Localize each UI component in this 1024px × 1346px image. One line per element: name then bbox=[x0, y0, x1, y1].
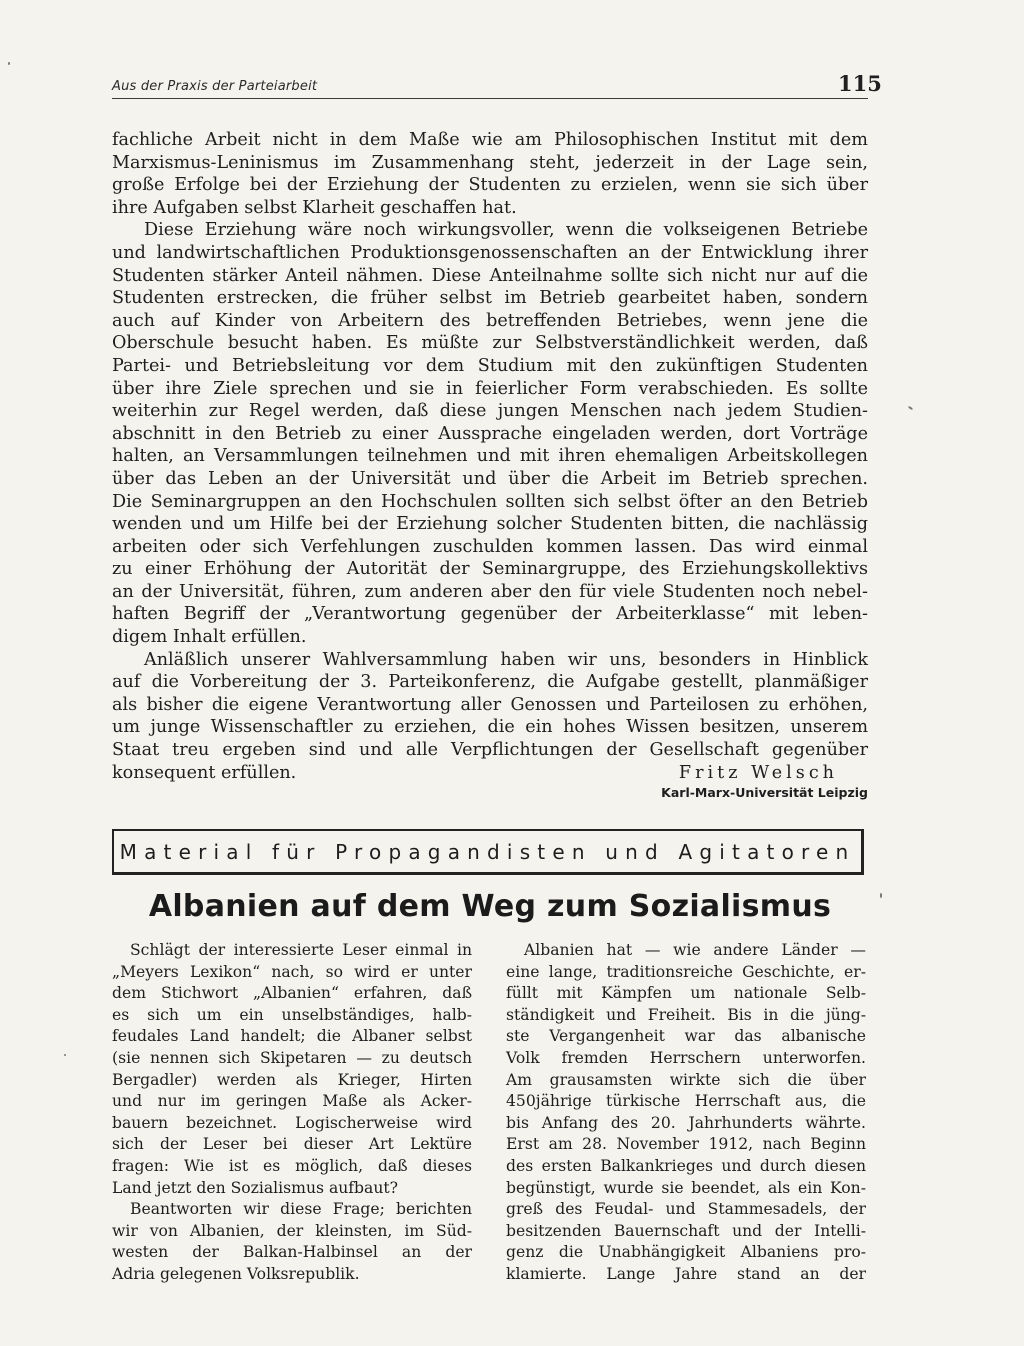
body-line: Partei- und Betriebsleitung vor dem Studium mit den zukünftigen Studenten bbox=[112, 355, 868, 376]
column-line: bauern bezeichnet. Logischerweise wird bbox=[112, 1113, 472, 1132]
column-line: wir von Albanien, der kleinsten, im Süd- bbox=[112, 1221, 472, 1240]
author-affiliation: Karl-Marx-Universität Leipzig bbox=[661, 785, 868, 800]
body-line: auch auf Kinder von Arbeitern des betreffenden Betriebes, wenn jene die bbox=[112, 310, 868, 331]
body-line: als bisher die eigene Verantwortung aller Genossen und Parteilosen zu erhöhen, bbox=[112, 694, 868, 715]
scan-speck bbox=[8, 62, 10, 65]
column-line: und nur im geringen Maße als Acker- bbox=[112, 1092, 472, 1111]
column-line: (sie nennen sich Skipetaren — zu deutsch bbox=[112, 1048, 472, 1067]
body-line: ihre Aufgaben selbst Klarheit geschaffen hat. bbox=[112, 197, 517, 218]
column-line: begünstigt, wurde sie beendet, als ein Kon- bbox=[506, 1178, 866, 1197]
column-line: Volk fremden Herrschern unterworfen. bbox=[506, 1048, 866, 1067]
body-line: Die Seminargruppen an den Hochschulen sollten sich selbst öfter an den Betrieb bbox=[112, 491, 868, 512]
body-line: um junge Wissenschaftler zu erziehen, die ein hohes Wissen besitzen, unserem bbox=[112, 717, 868, 738]
top-article-body bbox=[112, 129, 868, 762]
body-line: Oberschule besucht haben. Es müßte zur Selbstverständlichkeit werden, daß bbox=[112, 333, 868, 354]
column-line: westen der Balkan-Halbinsel an der bbox=[112, 1243, 472, 1262]
column-line: 450jährige türkische Herrschaft aus, die bbox=[506, 1092, 866, 1111]
column-line: Erst am 28. November 1912, nach Beginn bbox=[506, 1135, 866, 1154]
body-line: haften Begriff der „Verantwortung gegenüber der Arbeiterklasse“ mit leben- bbox=[112, 604, 868, 625]
body-line: Marxismus-Leninismus im Zusammenhang steht, jederzeit in der Lage sein, bbox=[112, 152, 868, 173]
scan-speck bbox=[880, 893, 882, 898]
header-rule bbox=[112, 98, 868, 99]
column-line: klamierte. Lange Jahre stand an der bbox=[506, 1264, 866, 1283]
column-line: fragen: Wie ist es möglich, daß dieses bbox=[112, 1156, 472, 1175]
column-line: bis Anfang des 20. Jahrhunderts währte. bbox=[506, 1113, 866, 1132]
body-line: Studenten erstrecken, die früher selbst im Betrieb gearbeitet haben, sondern bbox=[112, 288, 868, 309]
column-line: „Meyers Lexikon“ nach, so wird er unter bbox=[112, 962, 472, 981]
column-line: es sich um ein unselbständiges, halb- bbox=[112, 1005, 472, 1024]
scan-speck bbox=[64, 1054, 66, 1056]
body-line: über das Leben an der Universität und über die Arbeit im Betrieb sprechen. bbox=[112, 468, 868, 489]
column-line: des ersten Balkankrieges und durch diesen bbox=[506, 1156, 866, 1175]
column-line: Am grausamsten wirkte sich die über bbox=[506, 1070, 866, 1089]
column-line: Beantworten wir diese Frage; berichten bbox=[130, 1200, 472, 1219]
signature-block bbox=[112, 762, 868, 802]
article-right-column bbox=[506, 940, 866, 1286]
running-header: Aus der Praxis der Parteiarbeit bbox=[112, 79, 318, 94]
scan-speck bbox=[908, 406, 913, 411]
section-banner-label: Material für Propagandisten und Agitatoren bbox=[119, 839, 856, 864]
body-line: fachliche Arbeit nicht in dem Maße wie am Philosophischen Institut mit dem bbox=[112, 130, 868, 150]
body-line: große Erfolge bei der Erziehung der Studenten zu erzielen, wenn sie sich über bbox=[112, 175, 868, 196]
body-line: Staat treu ergeben sind und alle Verpflichtungen der Gesellschaft gegenüber bbox=[112, 740, 868, 761]
body-line: arbeiten oder sich Verfehlungen zuschulden kommen lassen. Das wird einmal bbox=[112, 536, 868, 557]
column-line: dem Stichwort „Albanien“ erfahren, daß bbox=[112, 984, 472, 1003]
column-line: Land jetzt den Sozialismus aufbaut? bbox=[112, 1178, 399, 1197]
section-banner bbox=[112, 829, 864, 875]
body-line: über ihre Ziele sprechen und sie in feierlicher Form verabschieden. Es sollte bbox=[112, 378, 868, 399]
page-number: 115 bbox=[838, 71, 882, 96]
column-line: Bergadler) werden als Krieger, Hirten bbox=[112, 1070, 472, 1089]
body-line: abschnitt in den Betrieb zu einer Aussprache eingeladen werden, dort Vorträge bbox=[112, 423, 868, 444]
body-line: Anläßlich unserer Wahlversammlung haben wir uns, besonders in Hinblick bbox=[144, 649, 868, 670]
body-line: weiterhin zur Regel werden, daß diese jungen Menschen nach jedem Studien- bbox=[112, 401, 868, 422]
column-line: Schlägt der interessierte Leser einmal in bbox=[130, 941, 472, 959]
body-line: an der Universität, führen, zum anderen aber den für viele Studenten noch nebel- bbox=[112, 581, 868, 602]
closing-line: konsequent erfüllen. bbox=[112, 763, 297, 783]
column-line: ständigkeit und Freiheit. Bis in die jüng- bbox=[506, 1005, 866, 1024]
column-line: genz die Unabhängigkeit Albaniens pro- bbox=[506, 1243, 866, 1262]
column-line: feudales Land handelt; die Albaner selbst bbox=[112, 1027, 472, 1046]
author-name: Fritz Welsch bbox=[678, 763, 838, 783]
body-line: halten, an Versammlungen teilnehmen und mit ihren ehemaligen Arbeitskollegen bbox=[112, 446, 868, 467]
body-line: Studenten stärker Anteil nähmen. Diese Anteilnahme sollte sich nicht nur auf die bbox=[112, 265, 868, 286]
column-line: besitzenden Bauernschaft und der Intelli- bbox=[506, 1221, 866, 1240]
column-line: füllt mit Kämpfen um nationale Selb- bbox=[506, 984, 866, 1003]
column-line: Adria gelegenen Volksrepublik. bbox=[112, 1264, 360, 1283]
body-line: und landwirtschaftlichen Produktionsgenossenschaften an der Entwicklung ihrer bbox=[112, 242, 868, 263]
column-line: ste Vergangenheit war das albanische bbox=[506, 1027, 866, 1046]
column-line: sich der Leser bei dieser Art Lektüre bbox=[112, 1135, 472, 1154]
column-line: greß des Feudal- und Stammesadels, der bbox=[506, 1200, 866, 1219]
column-line: eine lange, traditionsreiche Geschichte, er- bbox=[506, 962, 866, 981]
body-line: digem Inhalt erfüllen. bbox=[112, 627, 307, 648]
body-line: zu einer Erhöhung der Autorität der Seminargruppe, des Erziehungskollektivs bbox=[112, 559, 868, 580]
article-title: Albanien auf dem Weg zum Sozialismus bbox=[148, 889, 832, 924]
body-line: wenden und um Hilfe bei der Erziehung solcher Studenten bitten, die nachlässig bbox=[112, 514, 868, 535]
column-line: Albanien hat — wie andere Länder — bbox=[524, 941, 866, 959]
body-line: Diese Erziehung wäre noch wirkungsvoller, wenn die volkseigenen Betriebe bbox=[144, 220, 868, 241]
body-line: auf die Vorbereitung der 3. Parteikonferenz, die Aufgabe gestellt, planmäßiger bbox=[112, 672, 868, 693]
article-left-column bbox=[112, 940, 472, 1286]
